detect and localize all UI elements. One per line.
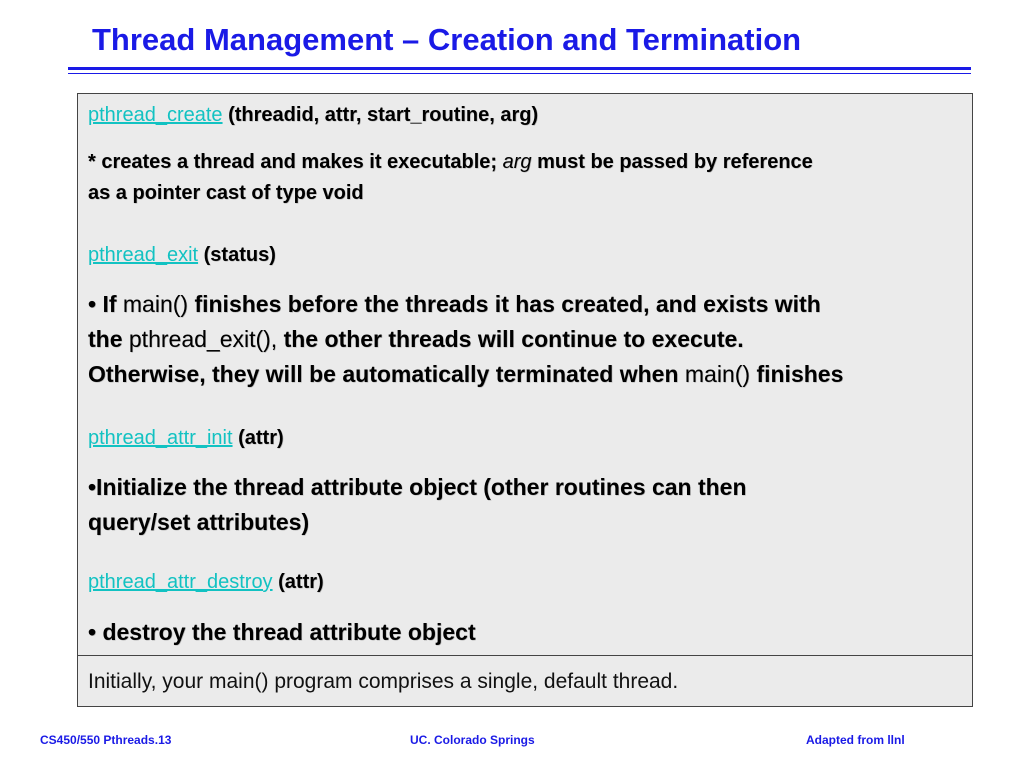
args-pthread-exit: (status): [198, 244, 276, 266]
note-text: Initially, your main() program comprises a single, default thread.: [88, 670, 679, 693]
link-pthread-attr-init[interactable]: pthread_attr_init: [88, 427, 233, 449]
link-pthread-attr-destroy[interactable]: pthread_attr_destroy: [88, 571, 273, 593]
title-rule-thick: [68, 67, 971, 70]
desc-pthread-create-line2: as a pointer cast of type void: [88, 182, 364, 204]
footer-center: UC. Colorado Springs: [410, 733, 535, 747]
desc-code: pthread_exit(),: [128, 326, 278, 352]
signature-pthread-create: [88, 104, 538, 127]
footer-right: Adapted from llnl: [806, 733, 905, 747]
args-pthread-attr-destroy: (attr): [272, 571, 324, 593]
desc-arg-italic: arg: [502, 151, 532, 173]
content-box: [77, 93, 973, 707]
desc-text: * creates a thread and makes it executable;: [88, 151, 503, 173]
desc-pthread-exit-line3: [88, 361, 843, 388]
content-box-main: [78, 94, 972, 656]
desc-pthread-create-line1: [88, 151, 813, 174]
desc-pthread-attr-init-line1: •Initialize the thread attribute object (other routines can then: [88, 474, 747, 500]
link-pthread-exit[interactable]: pthread_exit: [88, 244, 199, 266]
desc-text: must be passed by reference: [531, 151, 813, 173]
title-rule-thin: [68, 73, 971, 74]
desc-code: main(): [122, 291, 189, 317]
link-pthread-create[interactable]: pthread_create: [88, 104, 223, 126]
desc-text: the other threads will continue to execute.: [277, 326, 744, 352]
desc-text: • If: [88, 291, 123, 317]
footer-left: CS450/550 Pthreads.13: [40, 733, 172, 747]
desc-pthread-exit-line1: [88, 291, 821, 318]
desc-text: finishes before the threads it has created, and exists with: [188, 291, 821, 317]
desc-text: finishes: [750, 361, 844, 387]
desc-text: the: [88, 326, 129, 352]
signature-pthread-attr-init: [88, 427, 284, 450]
slide-title: Thread Management – Creation and Termination: [92, 22, 802, 57]
signature-pthread-exit: [88, 244, 276, 267]
desc-code: main(): [684, 361, 751, 387]
desc-pthread-exit-line2: [88, 326, 744, 353]
desc-pthread-attr-init-line2: query/set attributes): [88, 509, 310, 535]
desc-text: Otherwise, they will be automatically terminated when: [88, 361, 685, 387]
args-pthread-attr-init: (attr): [232, 427, 284, 449]
signature-pthread-attr-destroy: [88, 571, 324, 594]
desc-pthread-attr-destroy-line1: • destroy the thread attribute object: [88, 619, 476, 645]
args-pthread-create: (threadid, attr, start_routine, arg): [222, 104, 539, 126]
